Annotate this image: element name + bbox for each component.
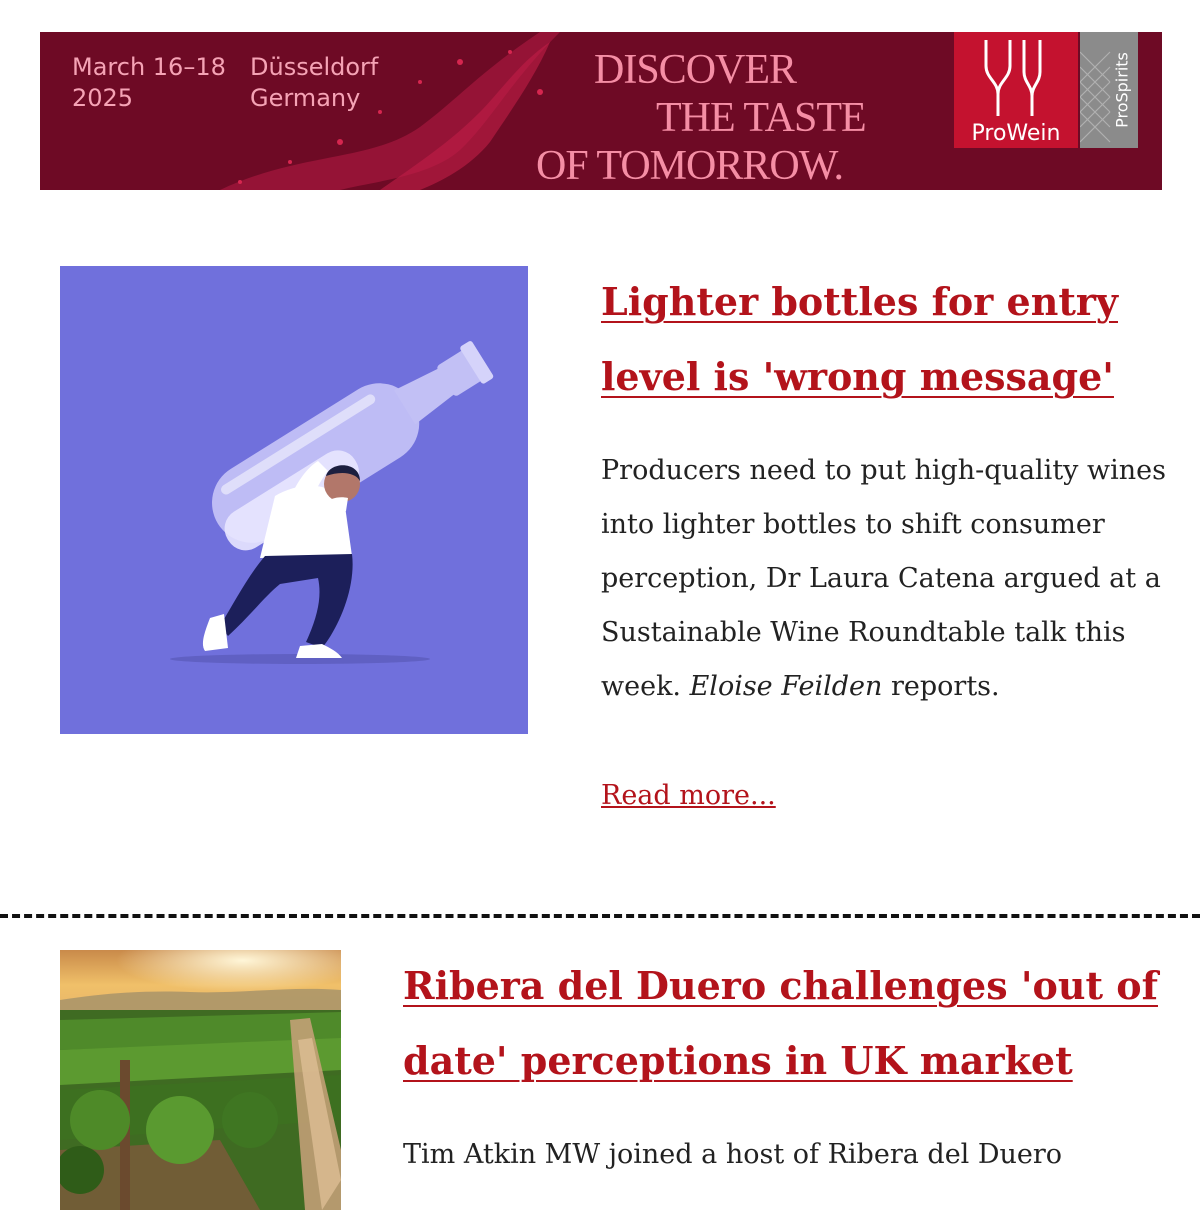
article-2-title[interactable] [403,948,1200,1098]
article-2-title-link[interactable]: Ribera del Duero challenges 'out of date' perceptions in UK market [403,963,1158,1083]
slogan-line-2: THE TASTE [656,95,866,141]
slogan-line-3: OF TOMORROW. [536,143,843,189]
prowein-ad-banner[interactable] [40,32,1162,190]
prowein-logo[interactable] [954,32,1078,148]
vineyard-sunset-icon [60,950,341,1210]
wine-bottles-icon [980,38,1052,116]
article-1-title-link[interactable]: Lighter bottles for entry level is 'wrong message' [601,279,1118,399]
banner-slogan [536,46,896,190]
prospirits-logo-text: ProSpirits [1112,52,1132,128]
article-1-summary [601,444,1200,714]
prowein-logo-text: ProWein [971,121,1061,146]
article-1-summary-suffix: reports. [882,671,1000,702]
article-2-image[interactable] [60,950,341,1210]
article-1-summary-text: Producers need to put high-quality wines into lighter bottles to shift consumer perception, Dr Laura Catena argued at a Sustainable Wine Roundtable talk this week. [601,455,1166,702]
prospirits-logo[interactable] [1080,32,1138,148]
article-1-read-more-link[interactable]: Read more... [601,780,776,811]
article-1-author: Eloise Feilden [689,671,883,702]
article-1-image[interactable] [60,266,528,734]
article-1-title[interactable] [601,264,1200,414]
event-location: Düsseldorf Germany [250,53,379,112]
section-divider [0,914,1200,918]
article-2-summary-text: Tim Atkin MW joined a host of Ribera del Duero [403,1139,1063,1170]
article-2-summary [403,1128,1200,1182]
slogan-line-1: DISCOVER [594,47,797,93]
event-date: March 16–18 2025 [72,53,226,112]
person-carrying-bottle-icon [60,266,528,734]
